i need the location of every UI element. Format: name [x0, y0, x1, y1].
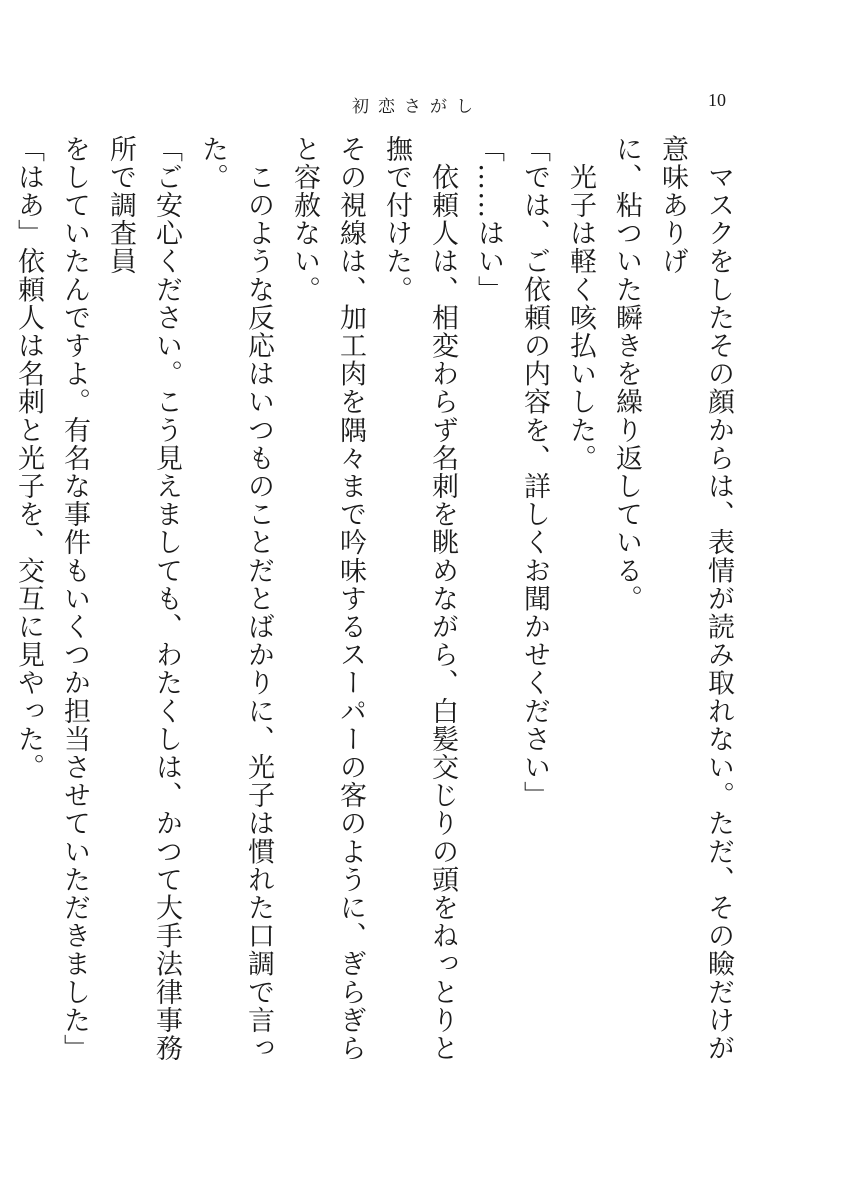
text-line: に、粘ついた瞬きを繰り返している。: [611, 135, 642, 613]
running-title: 初恋さがし: [352, 97, 482, 117]
text-line: 「……はい」: [473, 135, 504, 304]
body-text: [13, 135, 741, 1085]
page-number: 10: [708, 90, 726, 110]
text-line: マスクをしたその顔からは、表情が読み取れない。ただ、その瞼だけが意味ありげ: [657, 135, 734, 1063]
text-line: 「では、ご依頼の内容を、詳しくお聞かせください」: [519, 135, 550, 810]
text-line: その視線は、加工肉を隅々まで吟味するスーパーの客のように、ぎらぎらと容赦ない。: [289, 135, 366, 1063]
text-line: 「ご安心ください。こう見えましても、わたくしは、かつて大手法律事務所で調査員: [105, 135, 182, 1063]
text-line: をしていたんですよ。有名な事件もいくつか担当させていただきました」: [59, 135, 90, 1063]
text-line: このような反応はいつものことだとばかりに、光子は慣れた口調で言った。: [197, 135, 274, 1063]
text-line: 光子は軽く咳払いした。: [565, 135, 596, 473]
text-line: 依頼人は、相変わらず名刺を眺めながら、白髪交じりの頭をねっとりと撫で付けた。: [381, 135, 458, 1063]
text-line: 「はあ」依頼人は名刺と光子を、交互に見やった。: [13, 135, 44, 782]
